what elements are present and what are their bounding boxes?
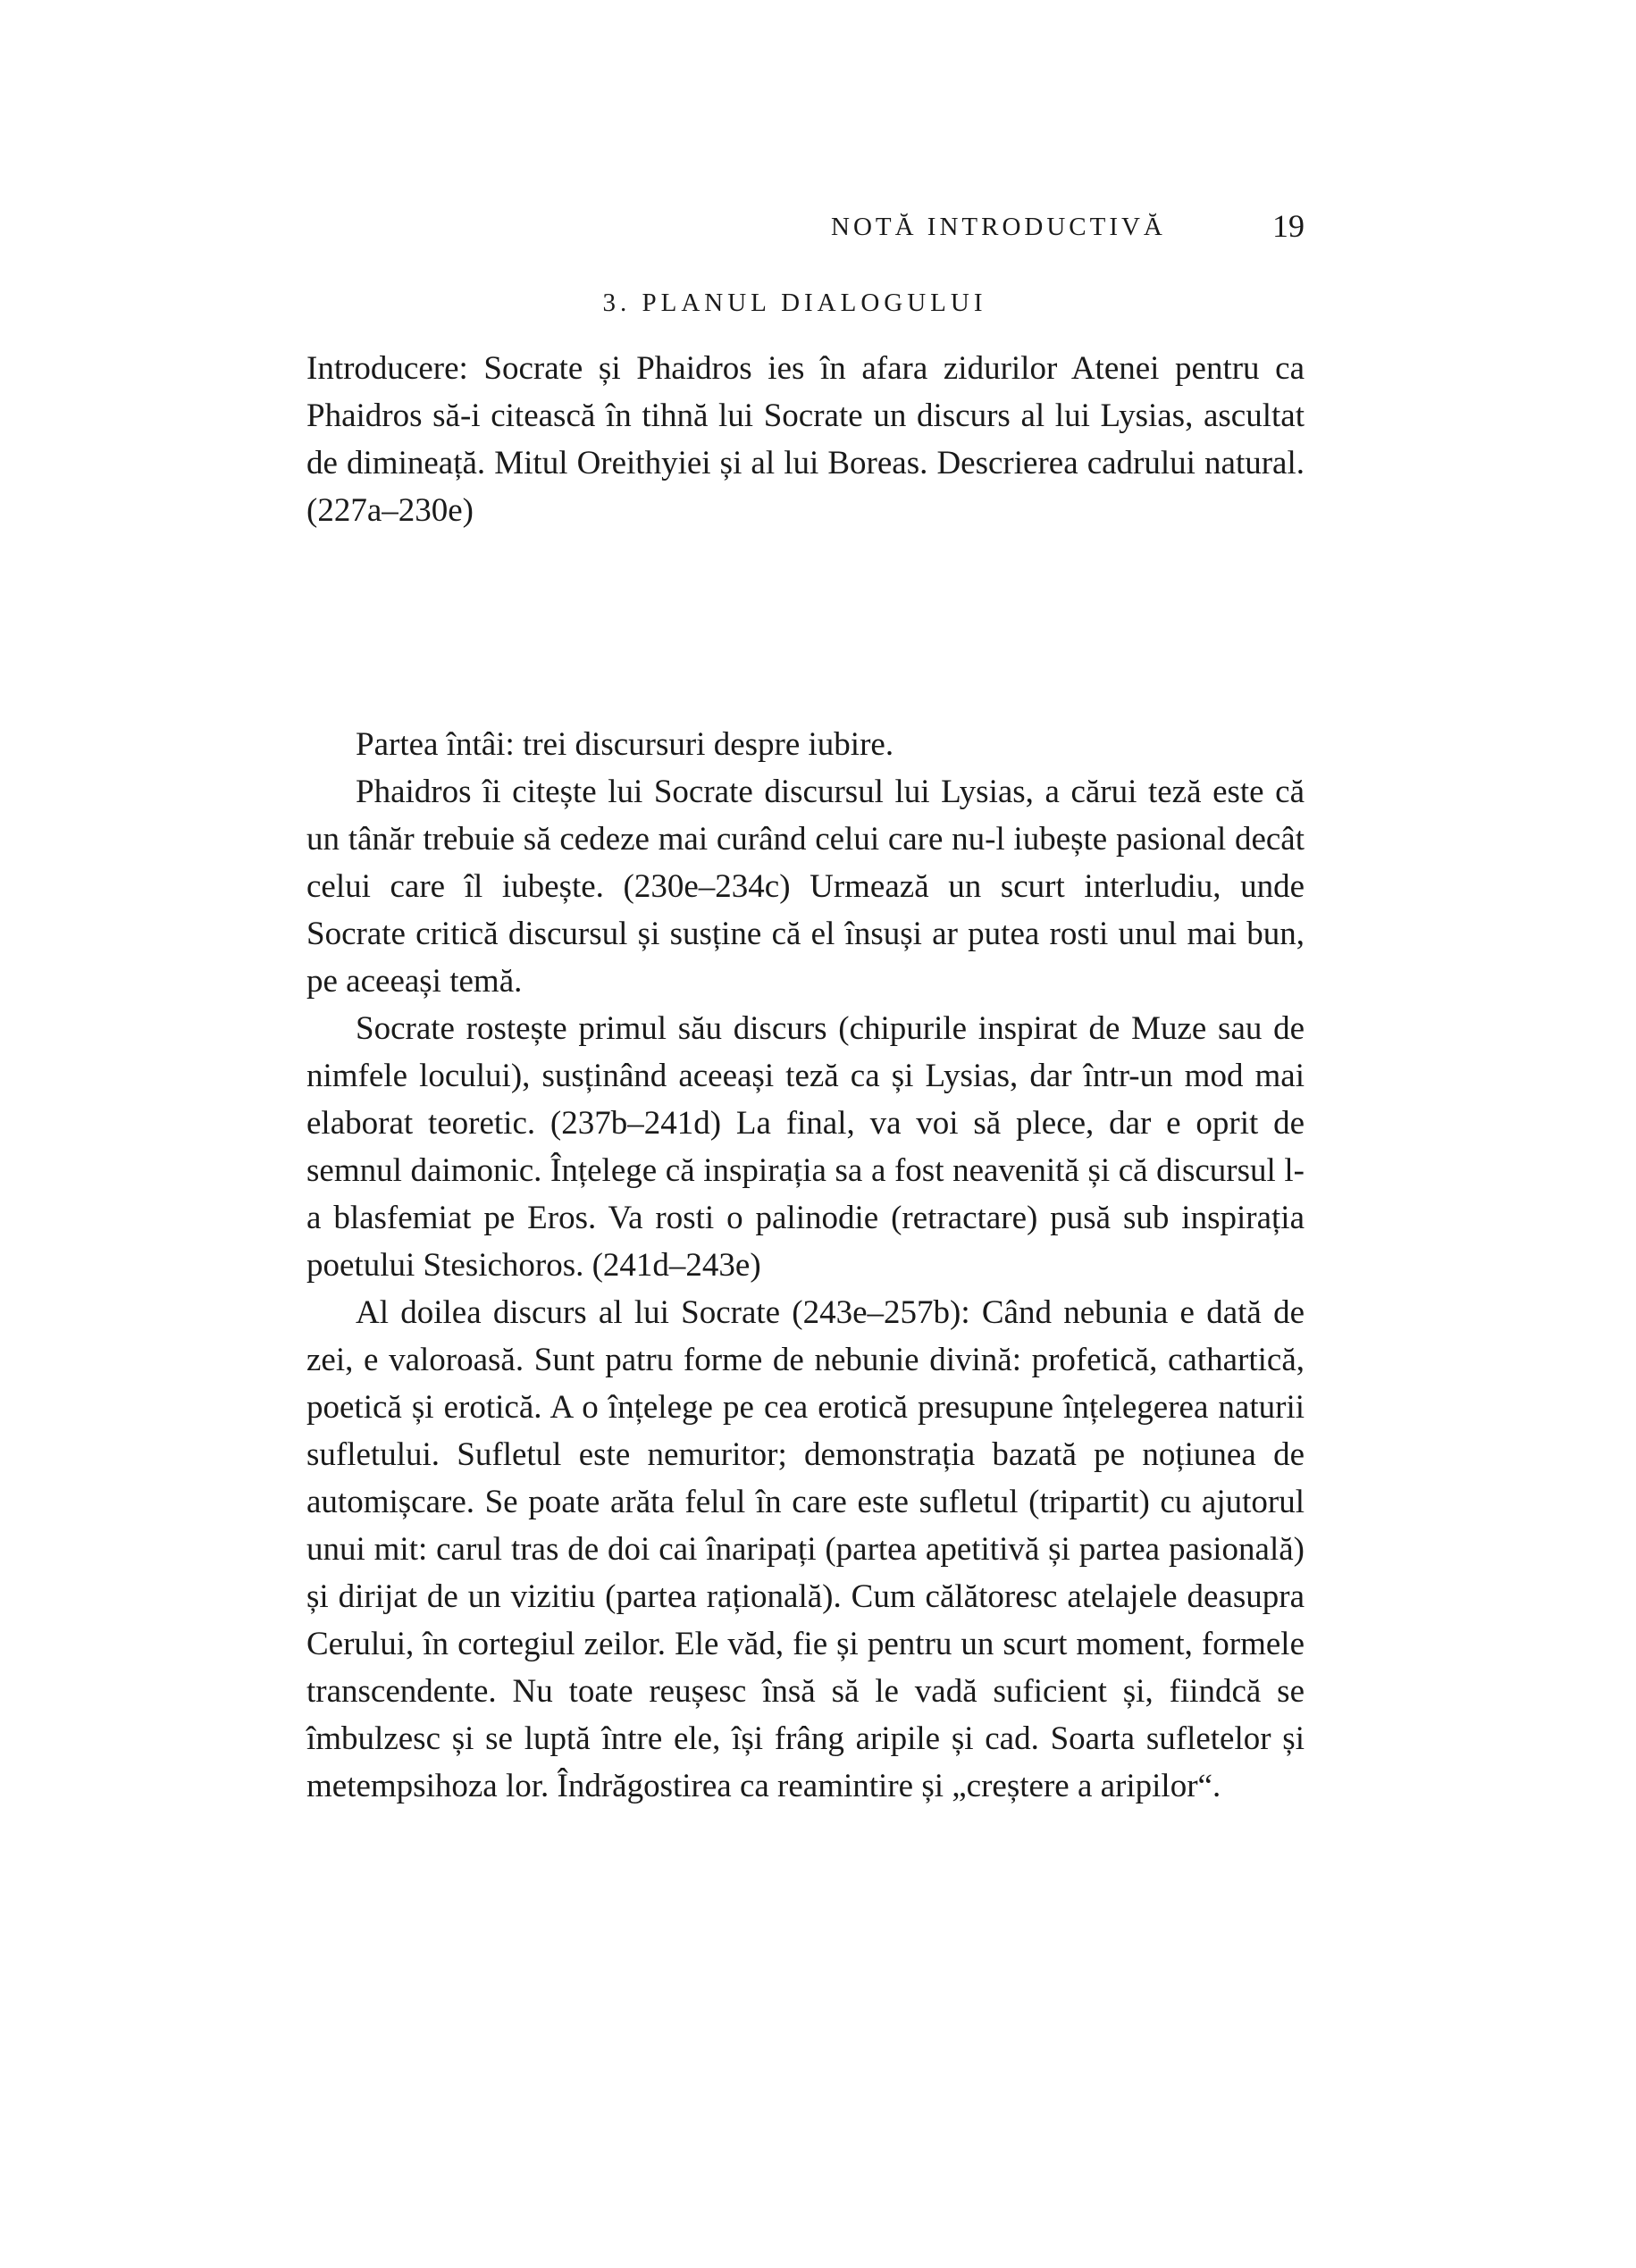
socrates-first-paragraph: Socrate rostește primul său discurs (chipurile inspirat de Muze sau de nimfele locului), susținând aceeași teză ca și Lysias, dar într-un mod mai elaborat teoretic. (237b–241d) La final, va voi să plece, dar e oprit de semnul daimonic. Înțelege că inspirația sa a fost neavenită și că discursul l-a blasfemiat pe Eros. Va rosti o palinodie (retractare) pusă sub inspirația poetului Stesichoros. (241d–243e)	[306, 1010, 1305, 1284]
intro-paragraph-block	[306, 345, 1305, 534]
page-number: 19	[1272, 208, 1305, 244]
running-head	[831, 207, 1305, 252]
running-head-title: NOTĂ INTRODUCTIVĂ	[831, 213, 1166, 241]
intro-paragraph: Introducere: Socrate și Phaidros ies în afara zidurilor Atenei pentru ca Phaidros să-i citească în tihnă lui Socrate un discurs al lui Lysias, ascultat de dimineață. Mitul Oreithyiei și al lui Boreas. Descrierea cadrului natural. (227a–230e)	[306, 350, 1305, 529]
socrates-second-paragraph: Al doilea discurs al lui Socrate (243e–257b): Când nebunia e dată de zei, e valoroasă. Sunt patru forme de nebunie divină: profetică, cathartică, poetică și erotică. A o înțelege pe cea erotică presupune înțelegerea naturii sufletului. Sufletul este nemuritor; demonstrația bazată pe noțiunea de automișcare. Se poate arăta felul în care este sufletul (tripartit) cu ajutorul unui mit: carul tras de doi cai înaripați (partea apetitivă și partea pasională) și dirijat de un vizitiu (partea rațională). Cum călătoresc atelajele deasupra Cerului, în cortegiul zeilor. Ele văd, fie și pentru un scurt moment, formele transcendente. Nu toate reușesc însă să le vadă suficient și, fiindcă se îmbulzesc și se luptă între ele, își frâng aripile și cad. Soarta sufletelor și metempsihoza lor. Îndrăgostirea ca reamintire și „creștere a aripilor“.	[306, 1294, 1305, 1804]
lysias-paragraph: Phaidros îi citește lui Socrate discursul lui Lysias, a cărui teză este că un tânăr trebuie să cedeze mai curând celui care nu-l iubește pasional decât celui care îl iubește. (230e–234c) Urmează un scurt interludiu, unde Socrate critică discursul și susține că el însuși ar putea rosti unul mai bun, pe aceeași temă.	[306, 774, 1305, 1000]
section-title-text: 3. PLANUL DIALOGULUI	[602, 289, 987, 317]
part-one-heading: Partea întâi: trei discursuri despre iubire.	[356, 726, 894, 763]
part-one-block	[306, 721, 1305, 1810]
section-title	[306, 289, 1305, 318]
